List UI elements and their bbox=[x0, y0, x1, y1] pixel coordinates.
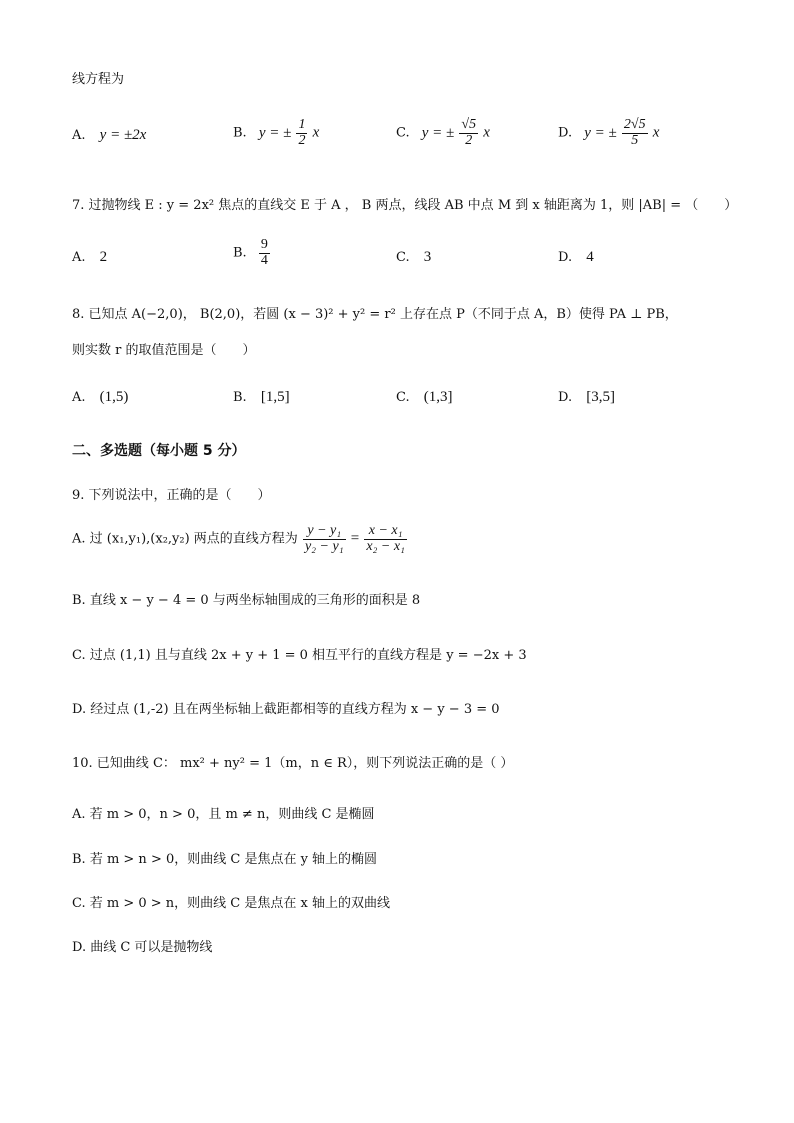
q7-option-c bbox=[396, 249, 431, 266]
numerator: 1 bbox=[298, 117, 306, 132]
option-expr: y = ±2x bbox=[99, 127, 147, 143]
option-label: D. bbox=[558, 250, 573, 265]
q9-option-d: D. 经过点 (1,-2) 且在两坐标轴上截距都相等的直线方程为 x − y − 3 = 0 bbox=[72, 702, 500, 717]
fraction bbox=[296, 118, 307, 148]
option-label: C. bbox=[396, 250, 410, 265]
denominator: y₂ − y₁ bbox=[304, 538, 344, 554]
option-label: D. bbox=[558, 125, 573, 141]
q6-option-d bbox=[558, 118, 659, 148]
option-text: A. 过 (x₁,y₁),(x₂,y₂) 两点的直线方程为 bbox=[72, 531, 298, 547]
denominator: 4 bbox=[260, 252, 268, 268]
option-suffix: x bbox=[312, 124, 320, 141]
numerator: 2√5 bbox=[623, 117, 646, 132]
q10-option-d: D. 曲线 C 可以是抛物线 bbox=[72, 940, 213, 955]
q10-option-b: B. 若 m > n > 0，则曲线 C 是焦点在 y 轴上的椭圆 bbox=[72, 852, 378, 867]
option-label: A. bbox=[72, 250, 86, 265]
fraction bbox=[622, 118, 648, 148]
q9-stem: 9. 下列说法中，正确的是（ ） bbox=[72, 488, 271, 503]
option-value: [1,5] bbox=[260, 389, 290, 405]
denominator: x₂ − x₁ bbox=[366, 538, 405, 554]
q7-option-d bbox=[558, 249, 594, 266]
option-value: (1,3] bbox=[423, 389, 453, 405]
option-label: A. bbox=[72, 390, 86, 405]
q7-option-a bbox=[72, 249, 107, 266]
q10-option-a: A. 若 m > 0，n > 0，且 m ≠ n，则曲线 C 是椭圆 bbox=[72, 807, 375, 822]
option-label: D. bbox=[558, 390, 573, 405]
q7-stem: 7. 过抛物线 E : y = 2x² 焦点的直线交 E 于 A ， B 两点，线段 AB 中点 M 到 x 轴距离为 1，则 |AB| = （ ） bbox=[72, 198, 738, 213]
numerator: √5 bbox=[461, 117, 477, 132]
q7-option-b bbox=[233, 238, 271, 268]
q10-stem: 10. 已知曲线 C： mx² + ny² = 1（m，n ∈ R），则下列说法正确的是（ ） bbox=[72, 756, 514, 771]
q9-option-b: B. 直线 x − y − 4 = 0 与两坐标轴围成的三角形的面积是 8 bbox=[72, 593, 421, 608]
q8-option-d bbox=[558, 389, 615, 406]
fraction-left bbox=[303, 524, 346, 554]
option-prefix: y = ± bbox=[421, 124, 455, 141]
option-value: 2 bbox=[99, 249, 108, 265]
option-label: B. bbox=[233, 390, 247, 405]
q10-option-c: C. 若 m > 0 > n，则曲线 C 是焦点在 x 轴上的双曲线 bbox=[72, 896, 390, 911]
section-title: 二、多选题（每小题 5 分） bbox=[72, 443, 246, 459]
q8-stem-line2: 则实数 r 的取值范围是（ ） bbox=[72, 343, 256, 358]
q8-option-b bbox=[233, 389, 290, 406]
numerator: y − y₁ bbox=[303, 524, 346, 540]
option-suffix: x bbox=[652, 124, 660, 141]
denominator: 2 bbox=[298, 132, 306, 148]
q8-option-a bbox=[72, 389, 128, 406]
option-value: 3 bbox=[423, 249, 432, 265]
numerator: 9 bbox=[260, 237, 268, 252]
q8-stem: 8. 已知点 A(−2,0)， B(2,0)，若圆 (x − 3)² + y² = r² 上存在点 P（不同于点 A，B）使得 PA ⊥ PB， bbox=[72, 307, 678, 322]
q6-option-b bbox=[233, 118, 319, 148]
denominator: 5 bbox=[631, 132, 639, 148]
fraction bbox=[459, 118, 478, 148]
fraction bbox=[259, 238, 270, 268]
option-value: [3,5] bbox=[586, 389, 615, 405]
q9-option-a bbox=[72, 524, 408, 554]
option-value: 4 bbox=[586, 249, 594, 265]
q6-option-a bbox=[72, 127, 146, 144]
q9-option-c: C. 过点 (1,1) 且与直线 2x + y + 1 = 0 相互平行的直线方程是 y = −2x + 3 bbox=[72, 648, 527, 663]
equals-sign: = bbox=[350, 530, 360, 547]
denominator: 2 bbox=[465, 132, 473, 148]
q6-tail: 线方程为 bbox=[72, 72, 125, 87]
q8-option-c bbox=[396, 389, 453, 406]
option-label: A. bbox=[72, 128, 86, 143]
fraction-right bbox=[364, 524, 407, 554]
option-label: B. bbox=[233, 125, 247, 141]
option-value: (1,5) bbox=[99, 389, 129, 405]
numerator: x − x₁ bbox=[364, 524, 407, 540]
q6-option-c bbox=[396, 118, 490, 148]
option-label: C. bbox=[396, 390, 410, 405]
option-prefix: y = ± bbox=[584, 124, 617, 141]
option-label: C. bbox=[396, 125, 410, 141]
option-suffix: x bbox=[483, 124, 490, 141]
option-label: B. bbox=[233, 245, 247, 261]
option-prefix: y = ± bbox=[258, 124, 292, 141]
